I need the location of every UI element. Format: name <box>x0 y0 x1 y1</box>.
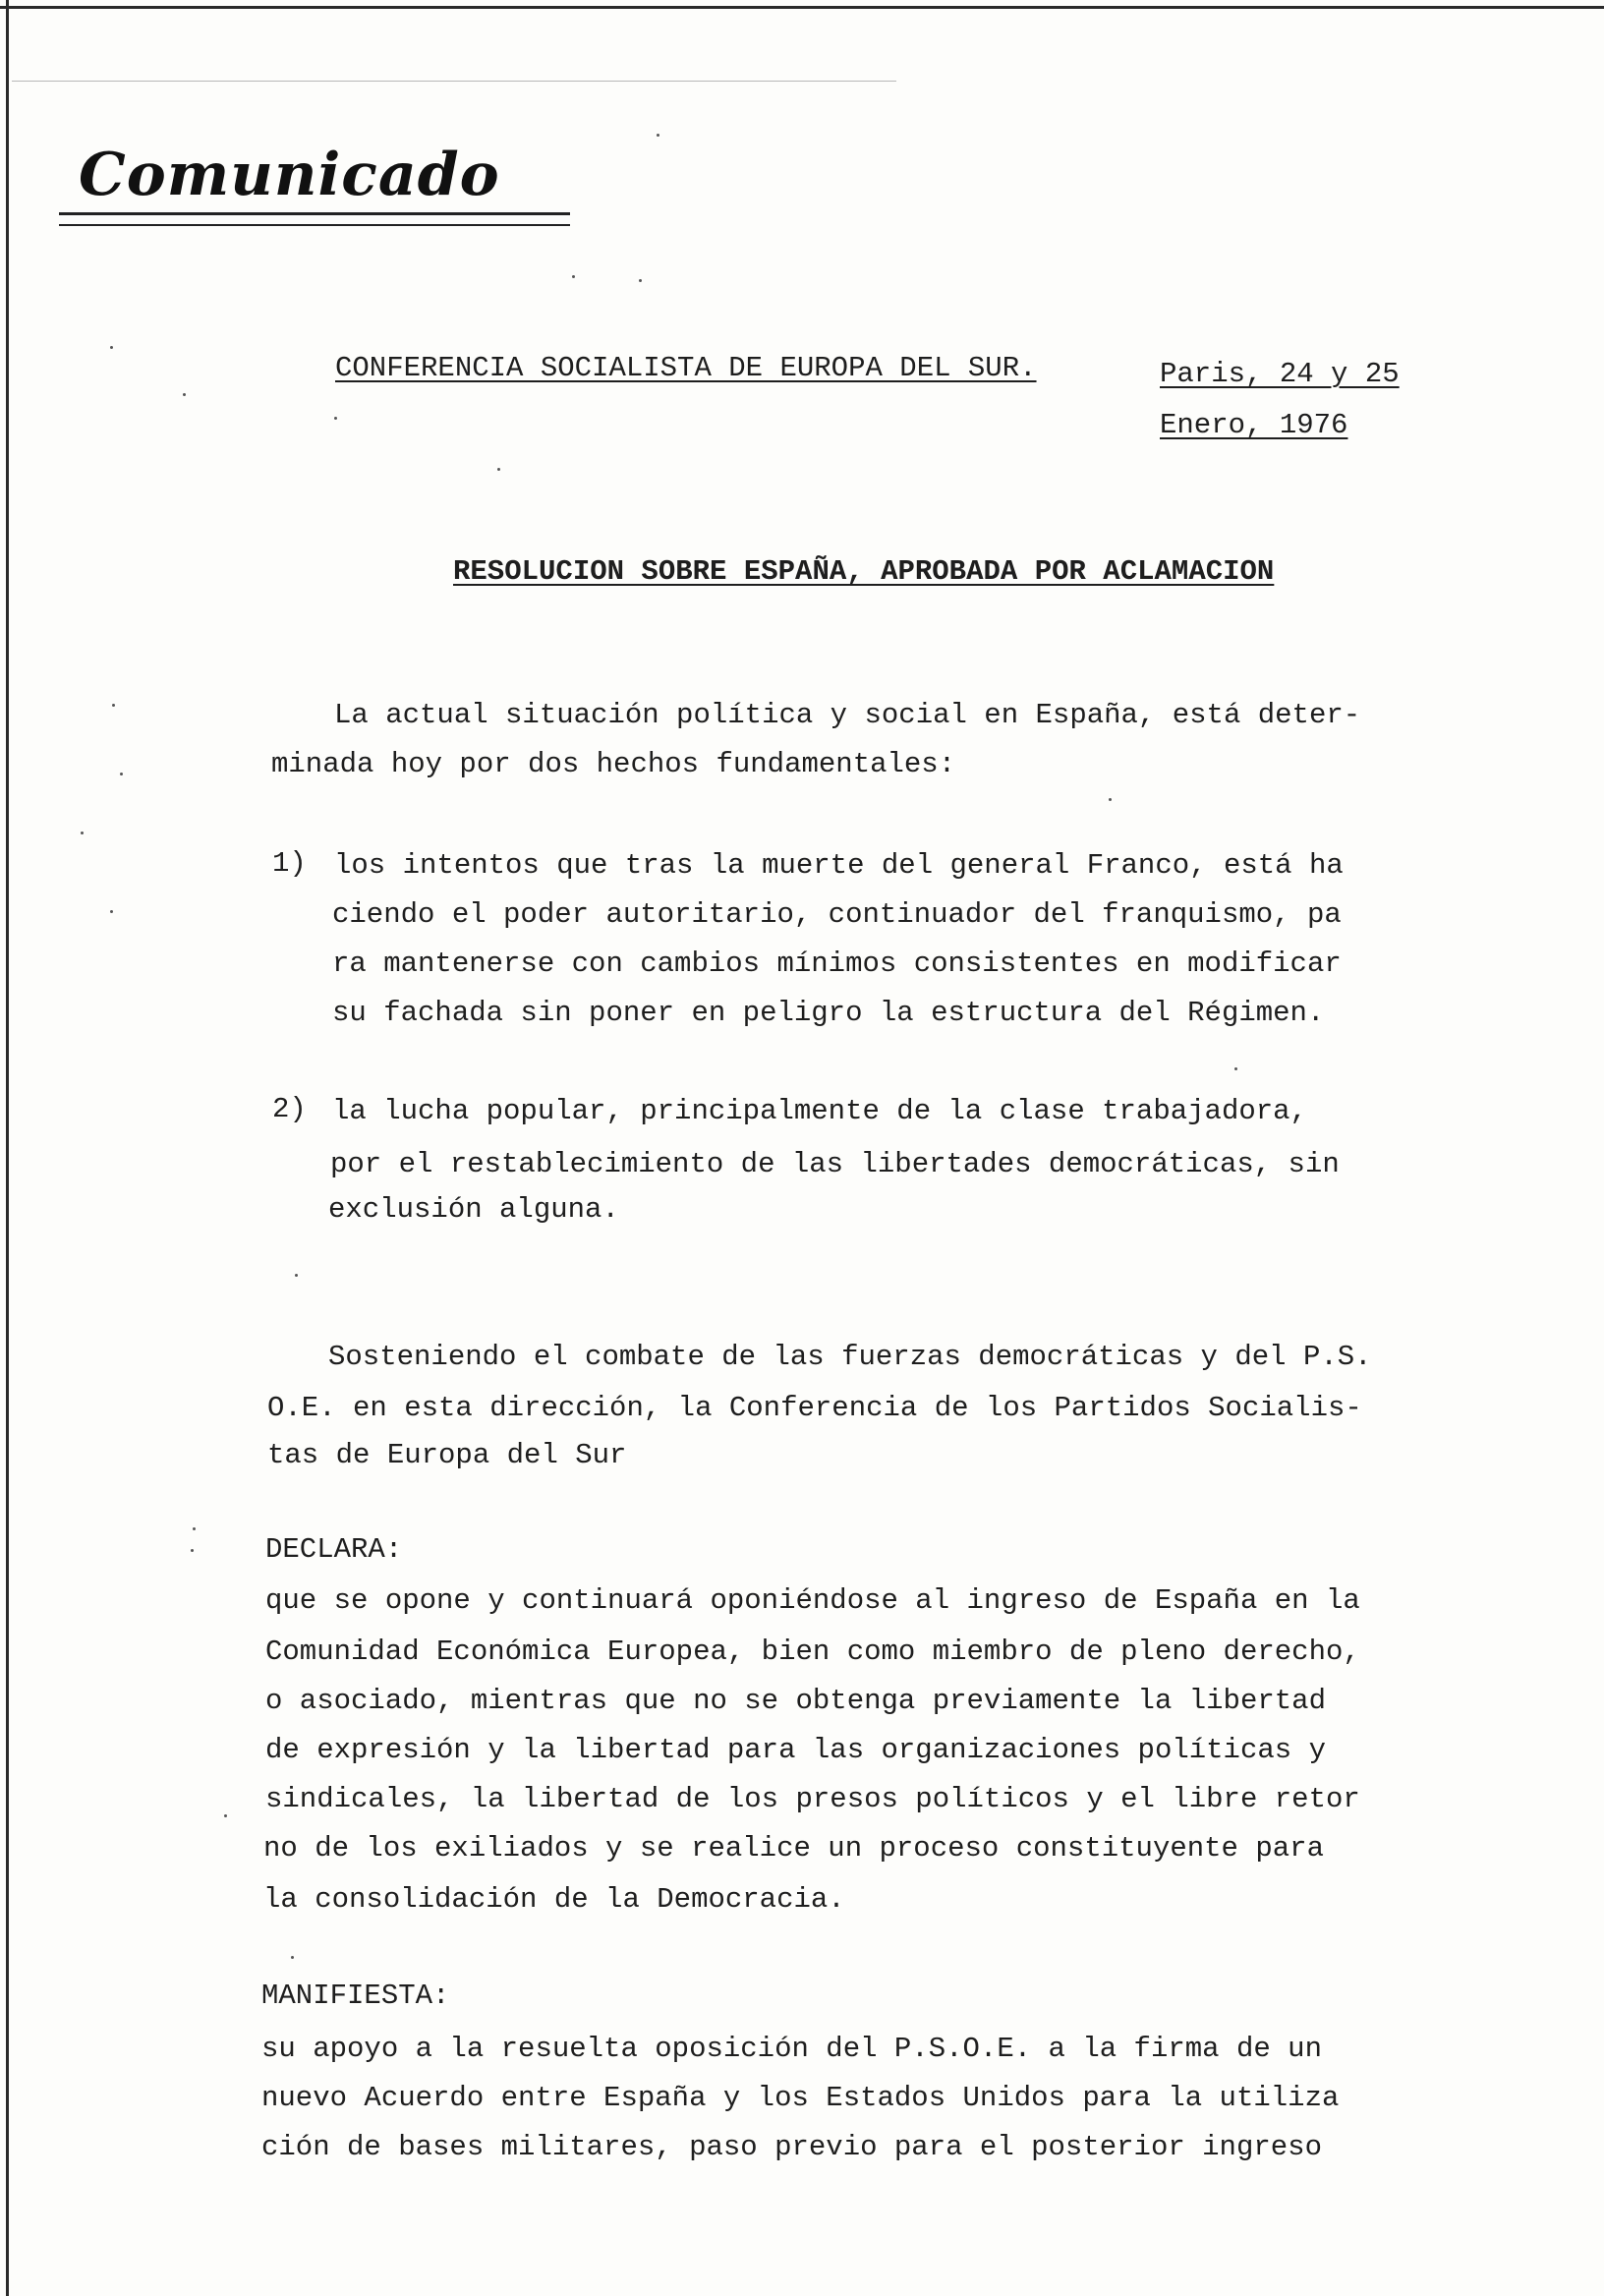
declara-line: no de los exiliados y se realice un proceso constituyente para <box>263 1832 1324 1865</box>
masthead-rule <box>59 212 570 215</box>
scan-speck <box>639 279 642 282</box>
scan-speck <box>334 417 337 420</box>
scan-speck <box>110 346 113 349</box>
scan-border-top <box>0 6 1604 9</box>
manifiesta-heading: MANIFIESTA: <box>261 1980 450 2012</box>
paragraph-line: tas de Europa del Sur <box>267 1439 627 1471</box>
resolution-title: RESOLUCION SOBRE ESPAÑA, APROBADA POR ACLAMACION <box>453 555 1275 588</box>
intro-line: La actual situación política y social en España, está deter- <box>334 699 1361 731</box>
declara-line: la consolidación de la Democracia. <box>263 1883 845 1916</box>
scan-faint-line <box>12 81 896 82</box>
point-number: 2) <box>272 1093 307 1125</box>
scan-speck <box>295 1274 298 1277</box>
declara-line: Comunidad Económica Europea, bien como miembro de pleno derecho, <box>265 1636 1360 1668</box>
scan-speck <box>497 468 500 471</box>
scan-speck <box>1109 798 1112 801</box>
point-line: la lucha popular, principalmente de la clase trabajadora, <box>332 1095 1307 1127</box>
scan-speck <box>224 1814 227 1817</box>
point-line: por el restablecimiento de las libertades democráticas, sin <box>330 1148 1340 1180</box>
scan-speck <box>112 704 115 707</box>
scan-speck <box>183 393 186 396</box>
scan-speck <box>1234 1067 1237 1070</box>
manifiesta-line: su apoyo a la resuelta oposición del P.S.O.E. a la firma de un <box>261 2033 1322 2065</box>
scan-speck <box>81 832 84 834</box>
manifiesta-line: ción de bases militares, paso previo para el posterior ingreso <box>261 2131 1322 2163</box>
point-number: 1) <box>272 847 307 880</box>
point-line: ciendo el poder autoritario, continuador del franquismo, pa <box>332 898 1342 931</box>
declara-heading: DECLARA: <box>265 1533 403 1566</box>
paragraph-line: Sosteniendo el combate de las fuerzas democráticas y del P.S. <box>328 1341 1372 1373</box>
declara-line: sindicales, la libertad de los presos políticos y el libre retor <box>265 1783 1360 1815</box>
scan-speck <box>120 773 123 775</box>
point-line: su fachada sin poner en peligro la estructura del Régimen. <box>332 997 1325 1029</box>
place-date-line-1: Paris, 24 y 25 <box>1160 358 1400 390</box>
paragraph-line: O.E. en esta dirección, la Conferencia de los Partidos Socialis- <box>267 1392 1362 1424</box>
manifiesta-line: nuevo Acuerdo entre España y los Estados Unidos para la utiliza <box>261 2082 1340 2114</box>
point-line: exclusión alguna. <box>328 1193 619 1226</box>
place-date-line-2: Enero, 1976 <box>1160 409 1348 441</box>
scan-speck <box>572 275 575 278</box>
scan-speck <box>191 1549 194 1552</box>
scan-border-left <box>6 0 9 2296</box>
scan-speck <box>193 1527 196 1530</box>
declara-line: o asociado, mientras que no se obtenga previamente la libertad <box>265 1685 1326 1717</box>
declara-line: que se opone y continuará oponiéndose al ingreso de España en la <box>265 1584 1360 1617</box>
point-line: ra mantenerse con cambios mínimos consistentes en modificar <box>332 947 1342 980</box>
declara-line: de expresión y la libertad para las organizaciones políticas y <box>265 1734 1326 1766</box>
scan-speck <box>110 910 113 913</box>
intro-line: minada hoy por dos hechos fundamentales: <box>271 748 956 780</box>
scan-speck <box>291 1956 294 1959</box>
masthead-title: Comunicado <box>79 141 500 209</box>
point-line: los intentos que tras la muerte del general Franco, está ha <box>334 849 1344 882</box>
scan-speck <box>657 134 659 137</box>
conference-name: CONFERENCIA SOCIALISTA DE EUROPA DEL SUR. <box>335 352 1037 384</box>
masthead-rule <box>59 224 570 226</box>
